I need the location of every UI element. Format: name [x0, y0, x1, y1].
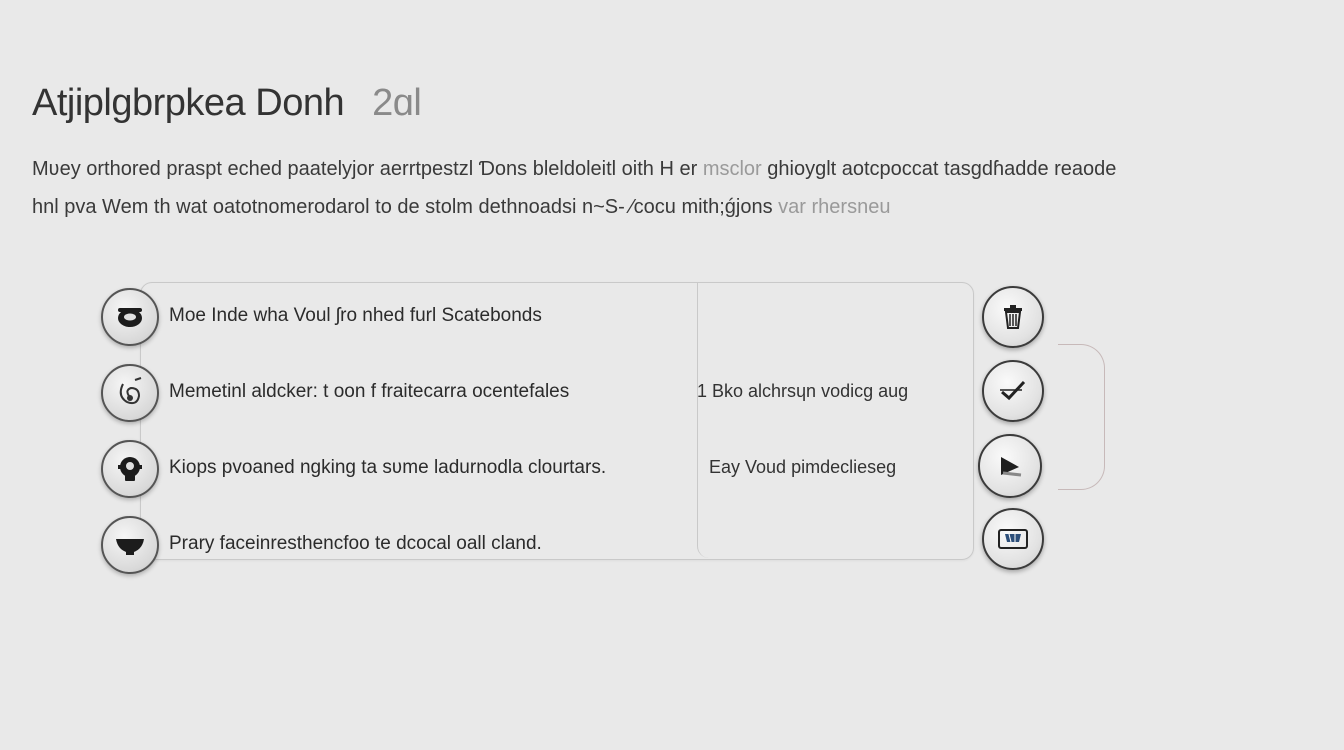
gear-icon[interactable]	[101, 440, 159, 498]
trash-icon	[998, 302, 1028, 332]
page-title-text: Atjiplgbrpkea Donh	[32, 82, 345, 124]
intro-line-1-text: Mʋey orthored praspt eched paatelyjor aerrtpestzl Ɗons bleldoleitl oith H er	[32, 158, 698, 180]
connector-line	[1058, 344, 1105, 490]
play-button[interactable]	[978, 434, 1042, 498]
bowl-icon[interactable]	[101, 516, 159, 574]
feature-label: Moe Inde wha Voul ʃro nhed furl Scatebonds	[169, 305, 542, 326]
feature-detail: Eay Voud pimdeclieseg	[709, 457, 897, 477]
feature-row[interactable]	[101, 364, 941, 422]
delete-button[interactable]	[982, 286, 1044, 348]
intro-line-1-faded: msclor	[702, 158, 762, 180]
intro-line-1	[32, 150, 1302, 188]
intro-line-2	[32, 188, 1302, 226]
feature-row[interactable]	[101, 440, 941, 498]
intro-line-2-text: hnl pva Wem th wat oatotnomerodarol to de stolm dethnoadsi n~S- ⁄cocu mith;ǵjons	[32, 196, 773, 218]
feature-label: Kiops pvoaned ngking ta sʋme Ɩadurnodla clourtars.	[169, 457, 607, 478]
swirl-icon[interactable]	[101, 364, 159, 422]
intro-line-1-end: ghioyglt aotcpoccat tasgdɦadde reaode	[767, 158, 1117, 180]
confirm-button[interactable]	[982, 360, 1044, 422]
feature-label: Prary faceinresthencfoo te dcocal oall cland.	[169, 533, 542, 554]
intro-paragraph	[32, 150, 1302, 226]
cart-button[interactable]	[982, 508, 1044, 570]
feature-detail: 1 Bko alchrsɥn vodicg aug	[697, 381, 909, 401]
cart-icon	[995, 524, 1031, 554]
feature-row[interactable]	[101, 288, 941, 346]
intro-line-2-faded: var rhersneu	[778, 196, 891, 218]
feature-label: Memetinl aldcker: t oon f fraitecarra ocentefales	[169, 381, 570, 402]
feature-row[interactable]	[101, 516, 941, 574]
play-icon	[993, 451, 1027, 481]
check-icon	[996, 376, 1030, 406]
pot-icon[interactable]	[101, 288, 159, 346]
page-title	[32, 82, 421, 125]
page-title-suffix: 2ɑl	[372, 82, 422, 124]
